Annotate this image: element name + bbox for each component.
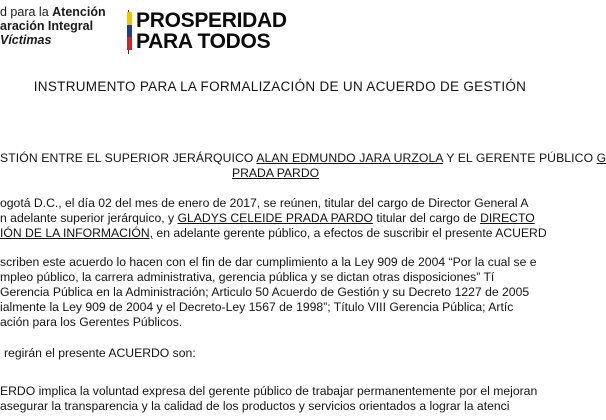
document-title: INSTRUMENTO PARA LA FORMALIZACIÓN DE UN ACUERDO DE GESTIÓN xyxy=(33,79,527,94)
prosperidad-line-2: PARA TODOS xyxy=(136,30,271,53)
prosperidad-logo xyxy=(136,10,287,52)
paragraph-4-line-2: asegurar la transparencia y la calidad de los productos y servicios orientados a lograr la atenci xyxy=(0,399,510,413)
paragraph-1-line-2: n adelante superior jerárquico, y GLADYS CELEIDE PRADA PARDO titular del cargo de DIRECTO xyxy=(0,211,535,225)
victims-unit-logo xyxy=(0,5,106,47)
paragraph-2-line-1: scriben este acuerdo lo hacen con el fin de dar cumplimiento a la Ley 909 de 2004 “Por la cual se e xyxy=(0,255,537,269)
logo-line-1: d para la Atención xyxy=(0,5,106,19)
logo-line-2: aración Integral xyxy=(0,19,94,33)
logo-line-3: Víctimas xyxy=(0,33,52,47)
flag-stripe-blue xyxy=(127,25,132,38)
gerente-name: GLADYS CELEIDE PRADA PARDO xyxy=(177,211,374,225)
document-header xyxy=(0,0,560,66)
flag-stripe-yellow xyxy=(127,12,132,25)
prosperidad-line-1: PROSPERIDAD xyxy=(136,9,287,32)
paragraph-2-line-4: ialmente la Ley 909 de 2004 y el Decreto-Ley 1567 de 1998”; Título VIII Gerencia Pública; Artíc xyxy=(0,300,514,314)
paragraph-2-line-5: ación para los Gerentes Públicos. xyxy=(0,315,183,329)
paragraph-4-line-1: ERDO implica la voluntad expresa del gerente público de trabajar permanentemente por el mejoran xyxy=(0,384,538,398)
paragraph-2-line-3: Gerencia Pública en la Administración; Articulo 50 Acuerdo de Gestión y su Decreto 1227 de 2005 xyxy=(0,285,530,299)
superior-name: ALAN EDMUNDO JARA URZOLA xyxy=(256,151,443,165)
agreement-heading-line-2: PRADA PARDO xyxy=(232,166,320,180)
paragraph-2-line-2: mpleo público, la carrera administrativa, gerencia pública y se dictan otras disposiciones” Tí xyxy=(0,270,495,284)
paragraph-3: regirán el presente ACUERDO son: xyxy=(4,346,196,360)
colombia-flag-icon xyxy=(127,12,132,50)
agreement-heading-line-1: STIÓN ENTRE EL SUPERIOR JERÁRQUICO ALAN EDMUNDO JARA URZOLA Y EL GERENTE PÚBLICO G xyxy=(0,151,606,165)
paragraph-1-line-3: IÓN DE LA INFORMACIÓN, en adelante gerente público, a efectos de suscribir el presente ACUERD xyxy=(0,226,547,240)
flag-stripe-red xyxy=(127,37,132,50)
paragraph-1-line-1: ogotá D.C., el día 02 del mes de enero de 2017, se reúnen, titular del cargo de Director General A xyxy=(0,196,529,210)
